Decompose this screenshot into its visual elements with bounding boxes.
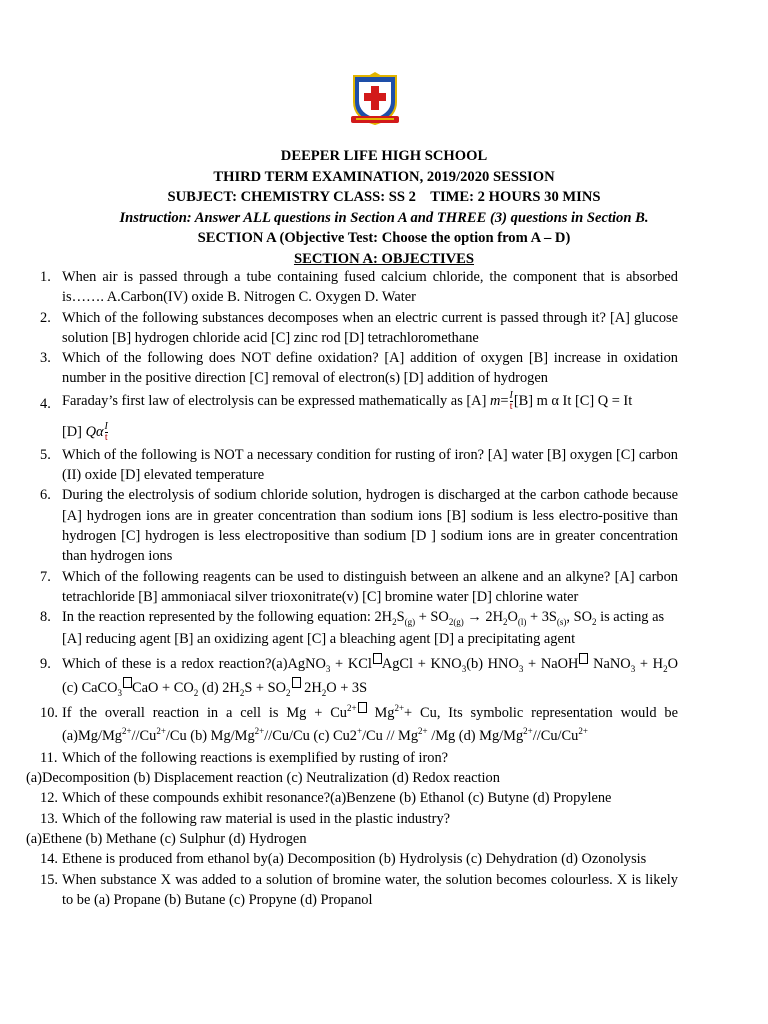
question-5: [0, 445, 768, 486]
missing-glyph-box-icon: [373, 653, 382, 664]
question-options: [A] reducing agent [B] an oxidizing agent [C] a bleaching agent [D] a precipitating agent: [62, 631, 576, 648]
question-text: Ethene is produced from ethanol by(a) Decomposition (b) Hydrolysis (c) Dehydration (d) Ozonolysis: [62, 851, 647, 868]
question-text: When air is passed through a tube containing fused calcium chloride, the component that is absorbed is……. A.Carbon(IV) oxide B. Nitrogen C. Oxygen D. Water: [62, 269, 678, 306]
question-number: 14.: [40, 851, 58, 868]
question-number: 13.: [40, 810, 58, 827]
question-number: 8.: [40, 609, 51, 626]
question-number: 9.: [40, 655, 51, 672]
question-text: Which of the following reagents can be used to distinguish between an alkene and an alkyne? [A] carbon tetrachloride [B] ammoniacal silver trioxonitrate(v) [C] bromine water [D] chlorine water: [62, 568, 678, 605]
question-number: 6.: [40, 487, 51, 504]
school-name: DEEPER LIFE HIGH SCHOOL: [280, 148, 488, 164]
question-text: When substance X was added to a solution of bromine water, the solution becomes colourless. X is likely to be (a) Propane (b) Butane (c) Propyne (d) Propanol: [62, 871, 678, 908]
question-list: [0, 267, 768, 910]
question-10: [0, 702, 768, 748]
exam-header: [0, 146, 768, 270]
question-text: [B] m α It [C] Q = It: [513, 392, 633, 409]
question-number: 15.: [40, 871, 58, 888]
question-number: 7.: [40, 568, 51, 585]
question-text: Which of these compounds exhibit resonance?(a)Benzene (b) Ethanol (c) Butyne (d) Propylene: [62, 790, 612, 807]
option-d-label: [D]: [62, 423, 86, 440]
question-text: Faraday’s first law of electrolysis can be expressed mathematically as [A]: [62, 392, 490, 409]
question-number: 3.: [40, 350, 51, 367]
objectives-heading: SECTION A: OBJECTIVES: [293, 250, 475, 267]
question-text: In the reaction represented by the following equation: $2H_2S_{(g)} + SO_{2(g)} \to 2H_2O_{(l)} + 3S_{(s)}$, $SO_2$ is acting as: [62, 609, 665, 628]
question-7: [0, 567, 768, 608]
exam-title: THIRD TERM EXAMINATION, 2019/2020 SESSION: [213, 168, 555, 185]
subject-line: SUBJECT: CHEMISTRY CLASS: SS 2 TIME: 2 HOURS 30 MINS: [167, 189, 601, 206]
fraction-i-over-t: $\frac{I}{t}$: [104, 420, 108, 443]
question-13-options: (a)Ethene (b) Methane (c) Sulphur (d) Hydrogen: [26, 830, 307, 847]
question-11-options: (a)Decomposition (b) Displacement reaction (c) Neutralization (d) Redox reaction: [26, 770, 500, 787]
instruction-line: Instruction: Answer ALL questions in Section A and THREE (3) questions in Section B.: [119, 209, 649, 226]
question-text: Which of the following raw material is used in the plastic industry?: [62, 810, 451, 827]
question-8: [0, 607, 768, 650]
question-text: If the overall reaction in a cell is $Mg + Cu^{2+}$ $Mg^{2+}+ Cu$, Its symbolic representation would be $(a)Mg/Mg^{2+}//Cu^{2+}/Cu$ (b) $Mg/Mg^{2+}//Cu/Cu$ (c) $Cu2^+/Cu // Mg^{2+}$ /Mg (d) $Mg/Mg^{2+}//Cu/Cu^{2+}$: [62, 702, 678, 744]
question-12: [0, 788, 768, 808]
question-1: [0, 267, 768, 308]
question-text: During the electrolysis of sodium chloride solution, hydrogen is discharged at the carbon cathode because [A] hydrogen ions are in greater concentration than sodium ions [B] sodium is less electro-positive than hydrogen [C] hydrogen is less electropositive than sodium [D ] sodium ions are in greater concentration than hydrogen ions: [62, 487, 678, 565]
school-crest-icon: [348, 72, 402, 128]
question-text: Which of these is a redox reaction?(a)AgNO$_3$ + KCl AgCl + $KNO_3(b) HNO_3$ + NaOH NaNO$_3$ + $H_2O$ (c) CaCO$_3$ CaO + $CO_2$ (d) $2H_2S + SO_2$ $2H_2O + 3S$: [62, 656, 678, 696]
fraction-i-over-t: $\frac{I}{t}$: [509, 389, 513, 412]
question-text: Which of the following substances decomposes when an electric current is passed through it? [A] glucose solution [B] hydrogen chloride acid [C] zinc rod [D] tetrachloromethane: [62, 309, 678, 346]
question-14: [0, 849, 768, 869]
question-number: 5.: [40, 446, 51, 463]
question-2: [0, 308, 768, 349]
missing-glyph-box-icon: [123, 677, 132, 688]
question-6: [0, 485, 768, 566]
missing-glyph-box-icon: [292, 677, 301, 688]
question-4: [0, 389, 768, 445]
question-11: [0, 748, 768, 768]
question-number: 4.: [40, 395, 51, 412]
section-a-heading: SECTION A (Objective Test: Choose the option from A – D): [197, 230, 571, 247]
question-number: 12.: [40, 790, 58, 807]
formula-q-alpha: Qα: [85, 423, 104, 440]
question-number: 1.: [40, 269, 51, 285]
question-9: [0, 652, 768, 700]
question-number: 10.: [40, 704, 58, 721]
formula-equals: =: [500, 392, 509, 409]
question-number: 2.: [40, 309, 51, 326]
missing-glyph-box-icon: [358, 702, 367, 713]
formula-m: m: [489, 392, 501, 409]
question-3: [0, 348, 768, 389]
question-text: Which of the following is NOT a necessary condition for rusting of iron? [A] water [B] oxygen [C] carbon (II) oxide [D] elevated temperature: [62, 446, 678, 484]
question-number: 11.: [40, 749, 58, 766]
question-15: [0, 870, 768, 911]
question-text: Which of the following does NOT define oxidation? [A] addition of oxygen [B] increase in oxidation number in the positive direction [C] removal of electron(s) [D] addition of hydrogen: [62, 350, 678, 387]
question-text: Which of the following reactions is exemplified by rusting of iron?: [62, 749, 449, 766]
question-13: [0, 809, 768, 829]
